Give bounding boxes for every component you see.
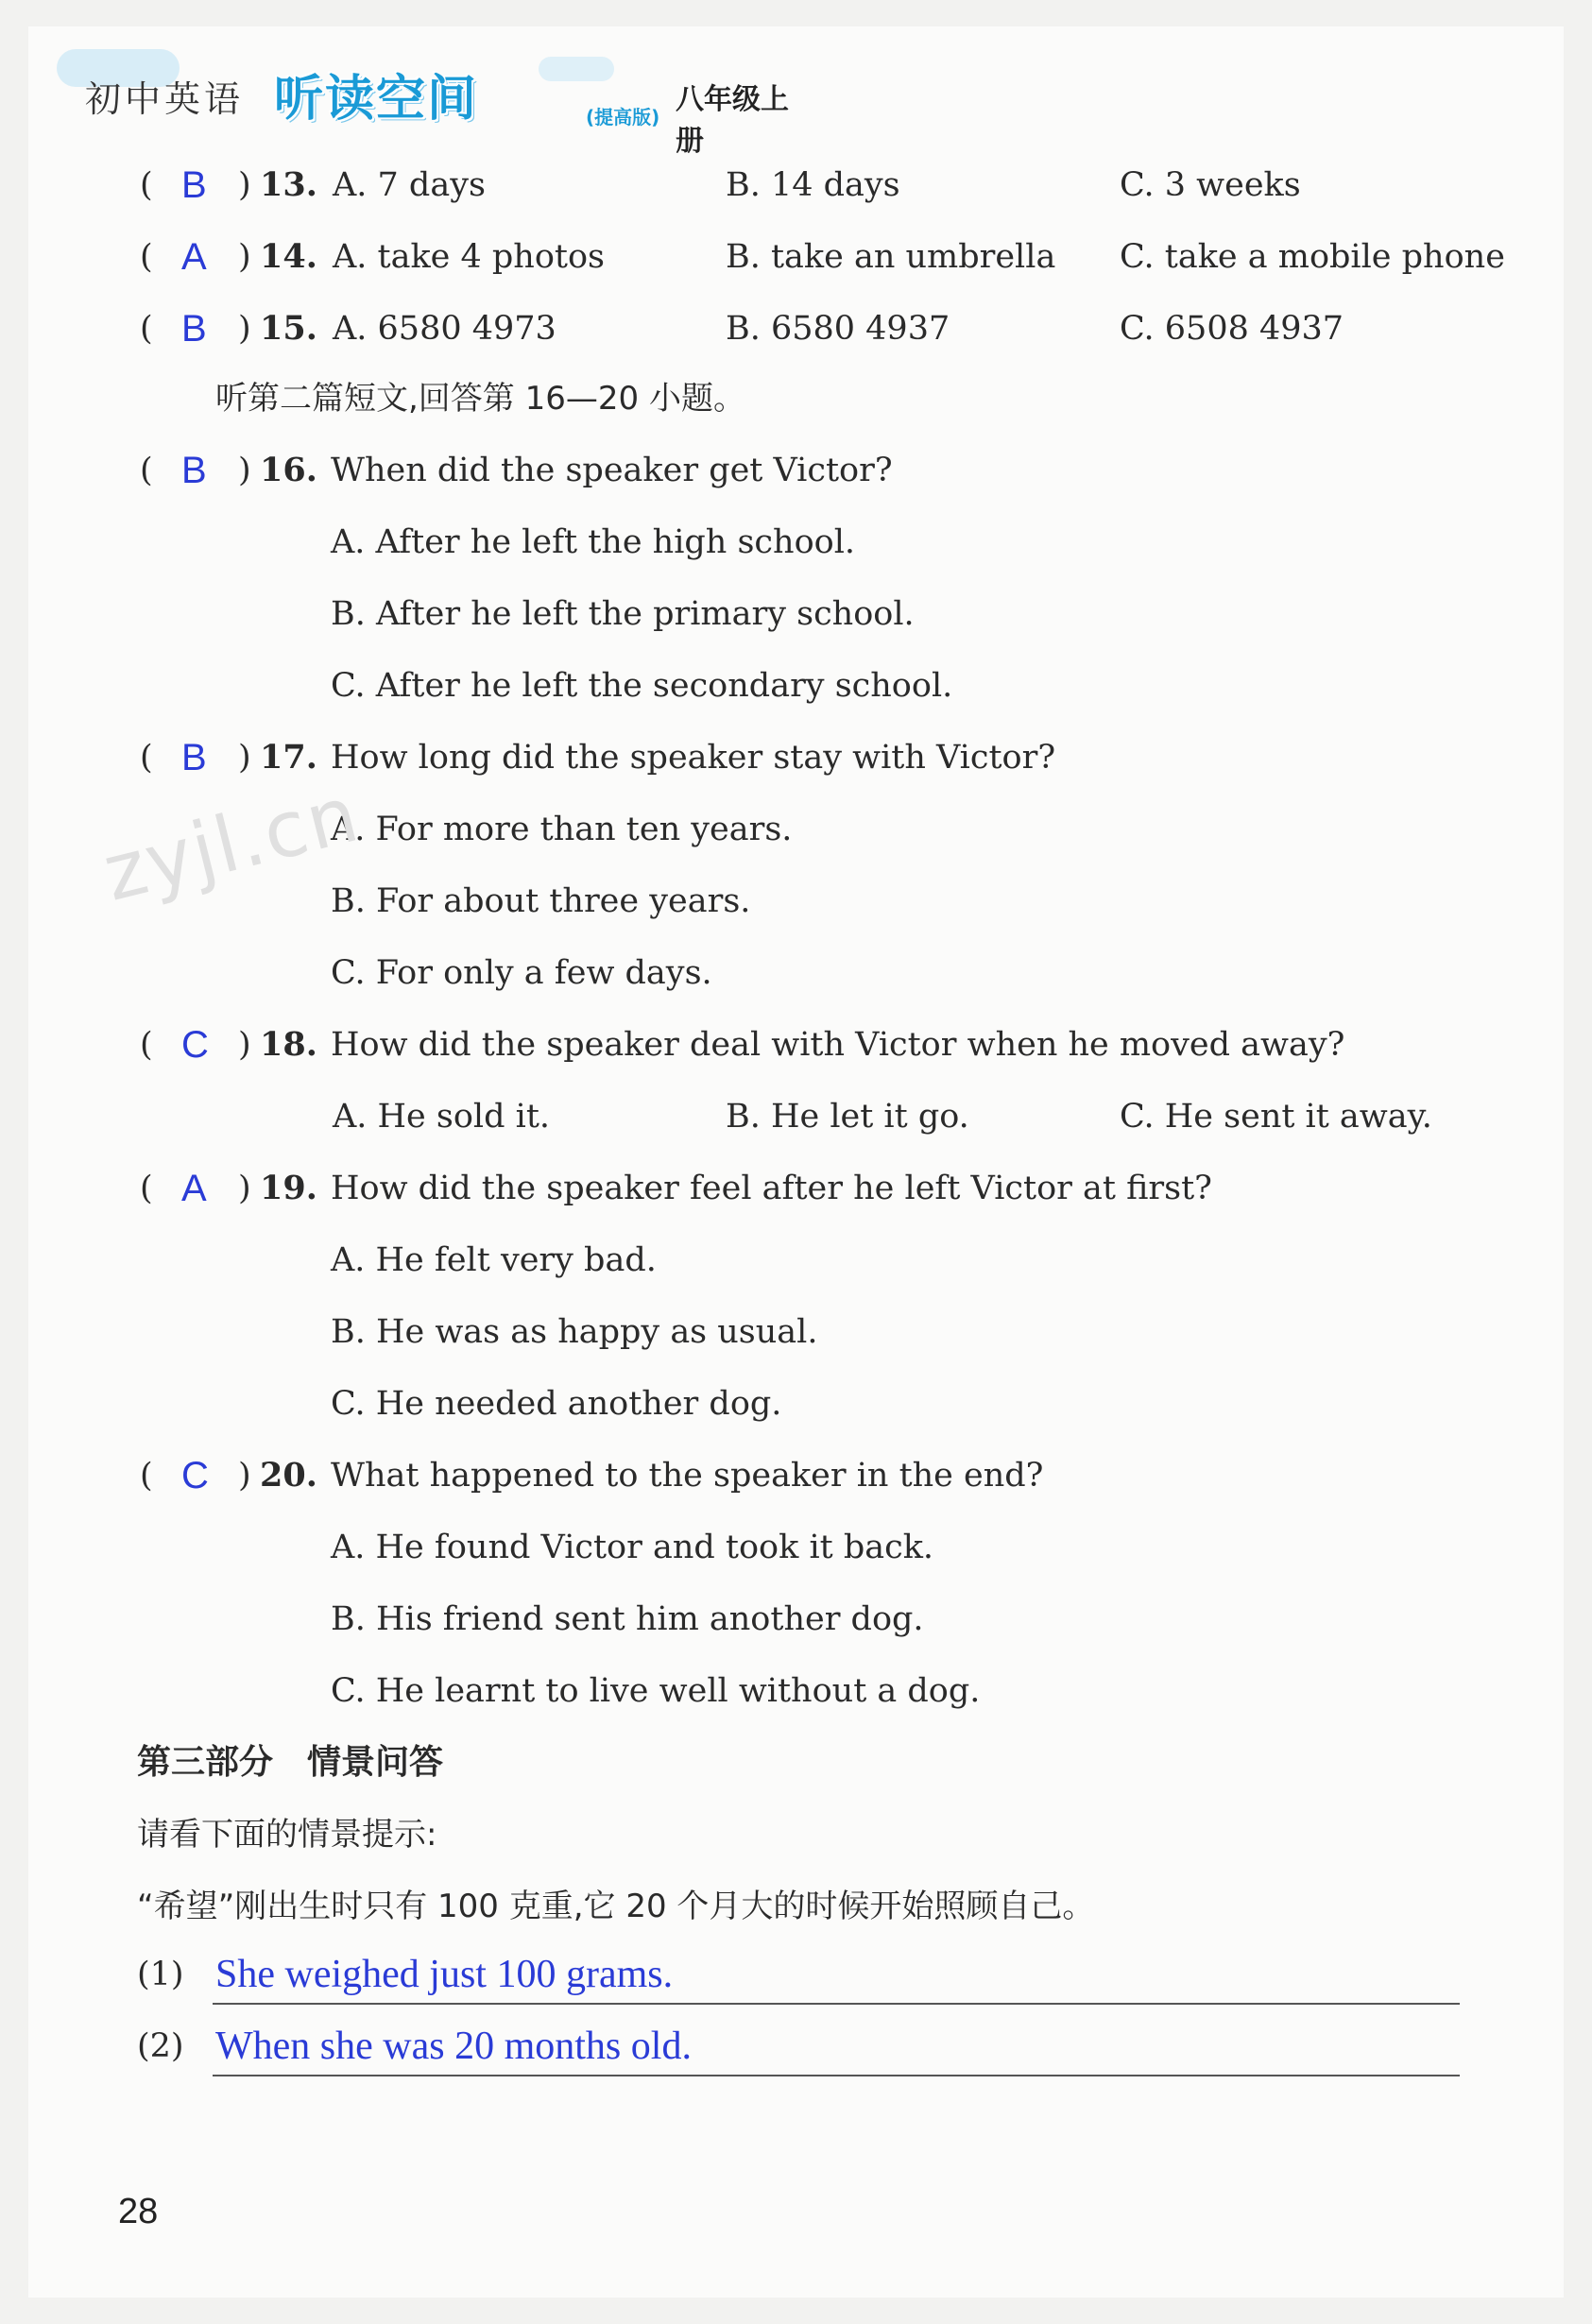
option-a: A. 7 days <box>333 166 486 204</box>
option-c: C. He needed another dog. <box>331 1385 782 1423</box>
option-c: C. 6508 4937 <box>1120 310 1344 348</box>
option-b: B. He let it go. <box>726 1098 969 1136</box>
answer-line <box>0 2018 1592 2075</box>
option-c: C. He sent it away. <box>1120 1098 1432 1136</box>
option-row <box>0 1376 1592 1432</box>
question-number: 14. <box>260 237 317 276</box>
option-a: A. After he left the high school. <box>331 523 856 561</box>
question-row: ( A ) 14. A. take 4 photos B. take an umbrella C. take a mobile phone <box>0 229 1592 285</box>
option-row <box>0 658 1592 714</box>
question-text: What happened to the speaker in the end? <box>331 1457 1044 1495</box>
option-row <box>0 1519 1592 1576</box>
answer-mark: B <box>181 164 207 206</box>
question-row: ( B ) 17. How long did the speaker stay with Victor? <box>0 729 1592 786</box>
option-c: C. take a mobile phone <box>1120 238 1505 276</box>
answer-mark: B <box>181 450 207 491</box>
answer-mark: A <box>181 236 207 278</box>
edition-label: (提高版) <box>586 106 660 128</box>
option-a: A. He felt very bad. <box>331 1241 657 1279</box>
passage-intro-row <box>0 370 1592 427</box>
question-number: 20. <box>260 1456 317 1495</box>
section-instruction: 请看下面的情景提示: <box>137 1816 437 1854</box>
option-c: C. He learnt to live well without a dog. <box>331 1672 981 1710</box>
page-number: 28 <box>118 2192 159 2231</box>
question-number: 19. <box>260 1169 317 1207</box>
option-row <box>0 1232 1592 1289</box>
option-row <box>0 586 1592 642</box>
option-c: C. For only a few days. <box>331 954 712 992</box>
answer-label: (2) <box>137 2027 184 2065</box>
section-title: 第三部分 情景问答 <box>137 1743 444 1782</box>
question-row: ( B ) 16. When did the speaker get Victor? <box>0 442 1592 499</box>
option-b: B. take an umbrella <box>726 238 1056 276</box>
option-a: A. 6580 4973 <box>333 310 556 348</box>
cloud-decoration <box>539 57 614 81</box>
question-row: ( B ) 13. A. 7 days B. 14 days C. 3 weeks <box>0 157 1592 214</box>
instruction-row <box>0 1806 1592 1863</box>
question-row: ( B ) 15. A. 6580 4973 B. 6580 4937 C. 6508 4937 <box>0 300 1592 357</box>
written-answer: When she was 20 months old. <box>215 2025 692 2068</box>
passage-intro: 听第二篇短文,回答第 16—20 小题。 <box>215 380 745 418</box>
question-number: 18. <box>260 1025 317 1064</box>
option-row <box>0 514 1592 571</box>
subject-title: 初中英语 <box>85 78 245 120</box>
option-b: B. He was as happy as usual. <box>331 1313 818 1351</box>
option-b: B. For about three years. <box>331 882 751 920</box>
page-header <box>85 60 803 158</box>
question-text: How long did the speaker stay with Victor? <box>331 739 1056 777</box>
question-text: When did the speaker get Victor? <box>331 452 893 489</box>
watermark: zyjl.cn <box>94 769 368 919</box>
question-number: 16. <box>260 451 317 489</box>
option-row <box>0 1591 1592 1648</box>
question-text: How did the speaker deal with Victor when he moved away? <box>331 1026 1345 1064</box>
prompt-row <box>0 1878 1592 1935</box>
question-row: ( C ) 20. What happened to the speaker in the end? <box>0 1447 1592 1504</box>
answer-mark: C <box>181 1455 209 1496</box>
answer-mark: B <box>181 308 207 350</box>
option-row <box>0 1663 1592 1719</box>
answer-mark: A <box>181 1168 207 1209</box>
question-text: How did the speaker feel after he left Victor at first? <box>331 1170 1212 1207</box>
option-c: C. 3 weeks <box>1120 166 1301 204</box>
option-a: A. For more than ten years. <box>331 811 793 848</box>
answer-label: (1) <box>137 1956 184 1993</box>
option-b: B. His friend sent him another dog. <box>331 1600 924 1638</box>
answer-line <box>0 1946 1592 2003</box>
written-answer: She weighed just 100 grams. <box>215 1953 674 1996</box>
scenario-prompt: “希望”刚出生时只有 100 克重,它 20 个月大的时候开始照顾自己。 <box>137 1888 1095 1925</box>
option-a: A. take 4 photos <box>333 238 606 276</box>
answer-mark: B <box>181 737 207 778</box>
section-heading-row <box>0 1734 1592 1791</box>
grade-label: 八年级上册 <box>676 83 789 158</box>
answer-mark: C <box>181 1024 209 1066</box>
option-row <box>0 1088 1592 1145</box>
option-b: B. After he left the primary school. <box>331 595 915 633</box>
option-a: A. He found Victor and took it back. <box>331 1529 934 1566</box>
option-b: B. 6580 4937 <box>726 310 950 348</box>
question-row: ( C ) 18. How did the speaker deal with Victor when he moved away? <box>0 1017 1592 1073</box>
question-number: 15. <box>260 309 317 348</box>
option-b: B. 14 days <box>726 166 900 204</box>
question-row: ( A ) 19. How did the speaker feel after he left Victor at first? <box>0 1160 1592 1217</box>
brand-logo: 听读空间 <box>274 71 479 128</box>
question-number: 13. <box>260 165 317 204</box>
option-a: A. He sold it. <box>333 1098 551 1136</box>
option-row <box>0 945 1592 1001</box>
question-number: 17. <box>260 738 317 777</box>
option-c: C. After he left the secondary school. <box>331 667 953 705</box>
option-row <box>0 1304 1592 1360</box>
